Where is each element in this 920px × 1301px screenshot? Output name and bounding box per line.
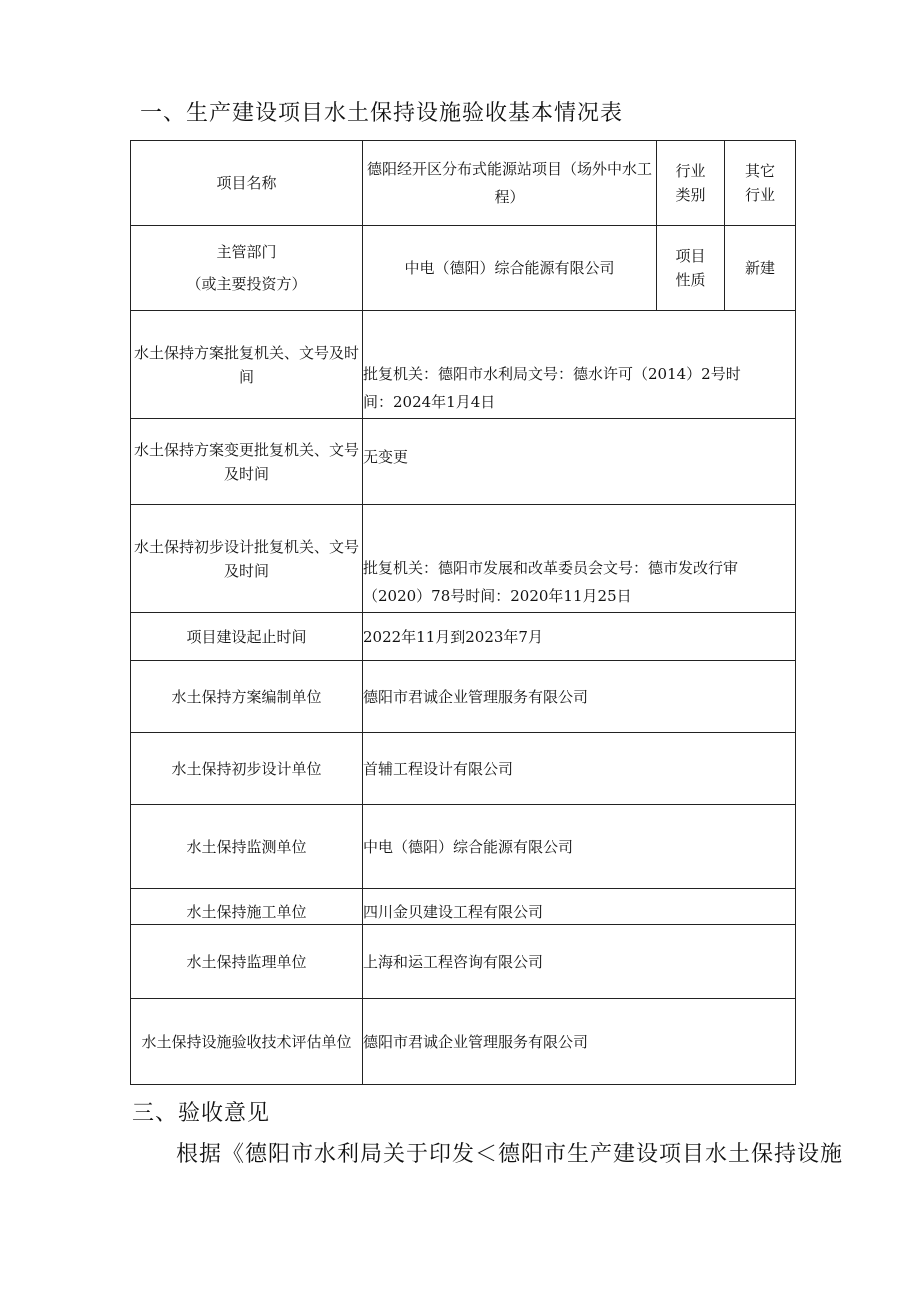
table-row [131,661,796,733]
dept-label: 主管部门 （或主要投资方） [131,226,363,311]
table-row [131,999,796,1085]
monitor-value: 中电（德阳）综合能源有限公司 [363,805,796,889]
builder-label: 水土保持施工单位 [131,889,363,925]
table-row [131,733,796,805]
plan-compiler-value: 德阳市君诚企业管理服务有限公司 [363,661,796,733]
evaluator-value: 德阳市君诚企业管理服务有限公司 [363,999,796,1085]
table-row [131,925,796,999]
table-row [131,889,796,925]
plan-compiler-label: 水土保持方案编制单位 [131,661,363,733]
builder-value: 四川金贝建设工程有限公司 [363,889,796,925]
project-name-value: 德阳经开区分布式能源站项目（场外中水工程） [363,141,657,226]
supervisor-value: 上海和运工程咨询有限公司 [363,925,796,999]
prelim-approval-label: 水土保持初步设计批复机关、文号及时间 [131,505,363,613]
construction-period-value: 2022年11月到2023年7月 [363,613,796,661]
plan-change-value: 无变更 [363,419,796,505]
table-row [131,613,796,661]
industry-value: 其它 行业 [725,141,796,226]
dept-value: 中电（德阳）综合能源有限公司 [363,226,657,311]
evaluator-label: 水土保持设施验收技术评估单位 [131,999,363,1085]
table-row [131,226,796,311]
basic-info-table [130,140,796,1085]
prelim-designer-label: 水土保持初步设计单位 [131,733,363,805]
industry-label: 行业 类别 [657,141,725,226]
section3-heading: 三、验收意见 [132,1101,271,1126]
section3-paragraph: 根据《德阳市水利局关于印发＜德阳市生产建设项目水土保持设施 [176,1142,844,1167]
table-row [131,311,796,419]
table-row [131,419,796,505]
nature-label: 项目 性质 [657,226,725,311]
plan-approval-value: 批复机关：德阳市水利局文号：德水许可（2014）2号时 间：2024年1月4日 [363,311,796,419]
construction-period-label: 项目建设起止时间 [131,613,363,661]
prelim-approval-value: 批复机关：德阳市发展和改革委员会文号：德市发改行审 （2020）78号时间：2020年11月25日 [363,505,796,613]
page-title: 一、生产建设项目水土保持设施验收基本情况表 [140,101,624,126]
plan-change-label: 水土保持方案变更批复机关、文号及时间 [131,419,363,505]
project-name-label: 项目名称 [131,141,363,226]
table-row [131,141,796,226]
monitor-label: 水土保持监测单位 [131,805,363,889]
supervisor-label: 水土保持监理单位 [131,925,363,999]
prelim-designer-value: 首辅工程设计有限公司 [363,733,796,805]
table-row [131,805,796,889]
plan-approval-label: 水土保持方案批复机关、文号及时间 [131,311,363,419]
table-row [131,505,796,613]
nature-value: 新建 [725,226,796,311]
